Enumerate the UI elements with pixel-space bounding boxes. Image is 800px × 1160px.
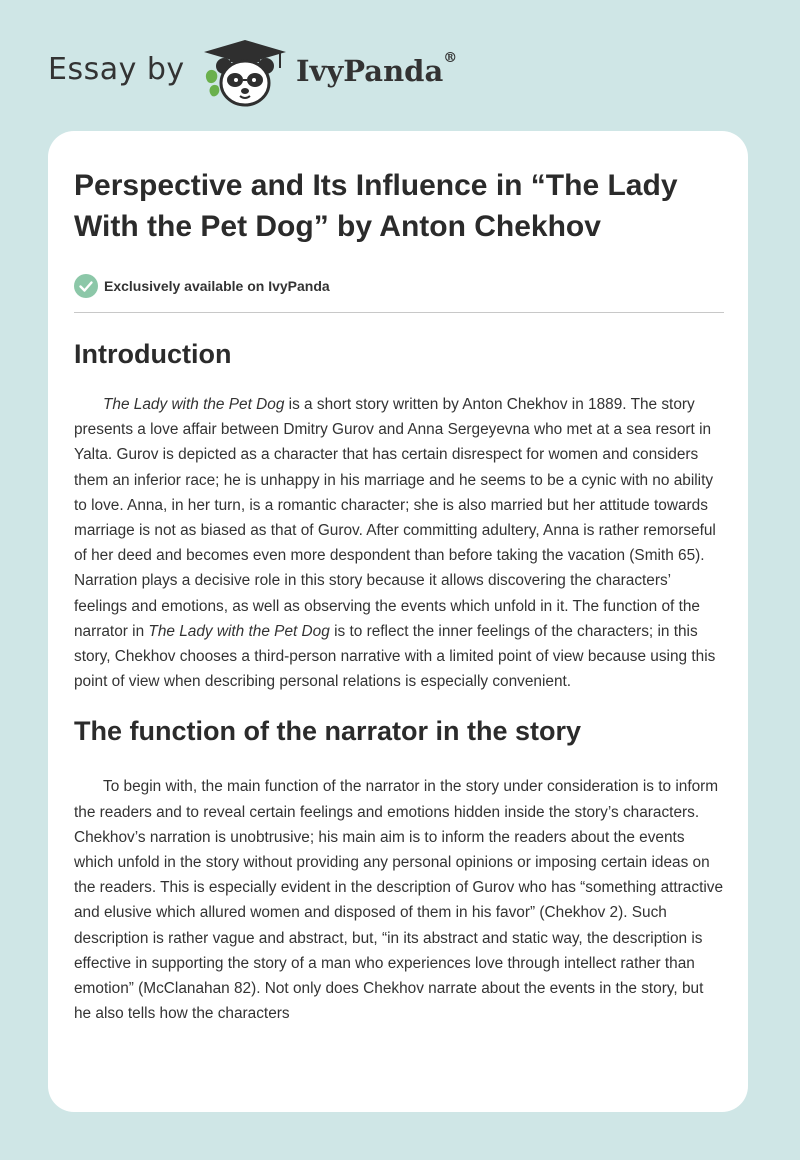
brand-name[interactable]: IvyPanda® [296, 50, 458, 88]
divider [74, 312, 724, 313]
narrator-function-paragraph: To begin with, the main function of the narrator in the story under consideration is to inform the readers and to reveal certain feelings and emotions hidden inside the story’s characters. Chekhov’s narration is unobtrusive; his main aim is to inform the readers about the events which unfold in the story without providing any personal opinions or imposing certain ideas on the readers. This is especially evident in the description of Gurov who has “something attractive and elusive which allured women and disposed of them in his favor” (Chekhov 2). Such description is rather vague and abstract, but, “in its abstract and static way, the description is effective in supporting the story of a man who experiences love through intellect rather than emotion” (McClanahan 82). Not only does Chekhov narrate about the events in the story, but he also tells how the characters [74, 778, 724, 1023]
registered-mark: ® [443, 50, 458, 66]
essay-content [74, 165, 724, 1026]
site-header [0, 0, 800, 130]
badge-label: Exclusively available on IvyPanda [104, 278, 330, 294]
brand-prefix: Essay by [48, 52, 185, 87]
section-heading-narrator-function: The function of the narrator in the story [74, 716, 582, 747]
essay-title: Perspective and Its Influence in “The Lady With the Pet Dog” by Anton Chekhov [74, 169, 678, 243]
essay-card [48, 131, 748, 1112]
introduction-paragraph: The Lady with the Pet Dog is a short story written by Anton Chekhov in 1889. The story presents a love affair between Dmitry Gurov and Anna Sergeyevna who met at a sea resort in Yalta. Gurov is depicted as a character that has certain disrespect for women and considers them an inferior race; he is unhappy in his marriage and he seems to be a cynic with no ability to love. Anna, in her turn, is a romantic character; she is also married but her attitude towards marriage is not as biased as that of Gurov. After committing adultery, Anna is rather remorseful of her deed and becomes even more despondent than before taking the vacation (Smith 65). Narration plays a decisive role in this story because it allows discovering the characters’ feelings and emotions, as well as observing the events which unfold in it. The function of the narrator in The Lady with the Pet Dog is to reflect the inner feelings of the characters; in this story, Chekhov chooses a third-person narrative with a limited point of view because using this point of view when describing personal relations is especially convenient. [74, 396, 716, 691]
exclusive-badge [74, 273, 724, 299]
check-circle-icon [74, 274, 98, 298]
panda-graduation-cap-icon[interactable] [200, 38, 290, 108]
section-heading-introduction: Introduction [74, 339, 232, 369]
